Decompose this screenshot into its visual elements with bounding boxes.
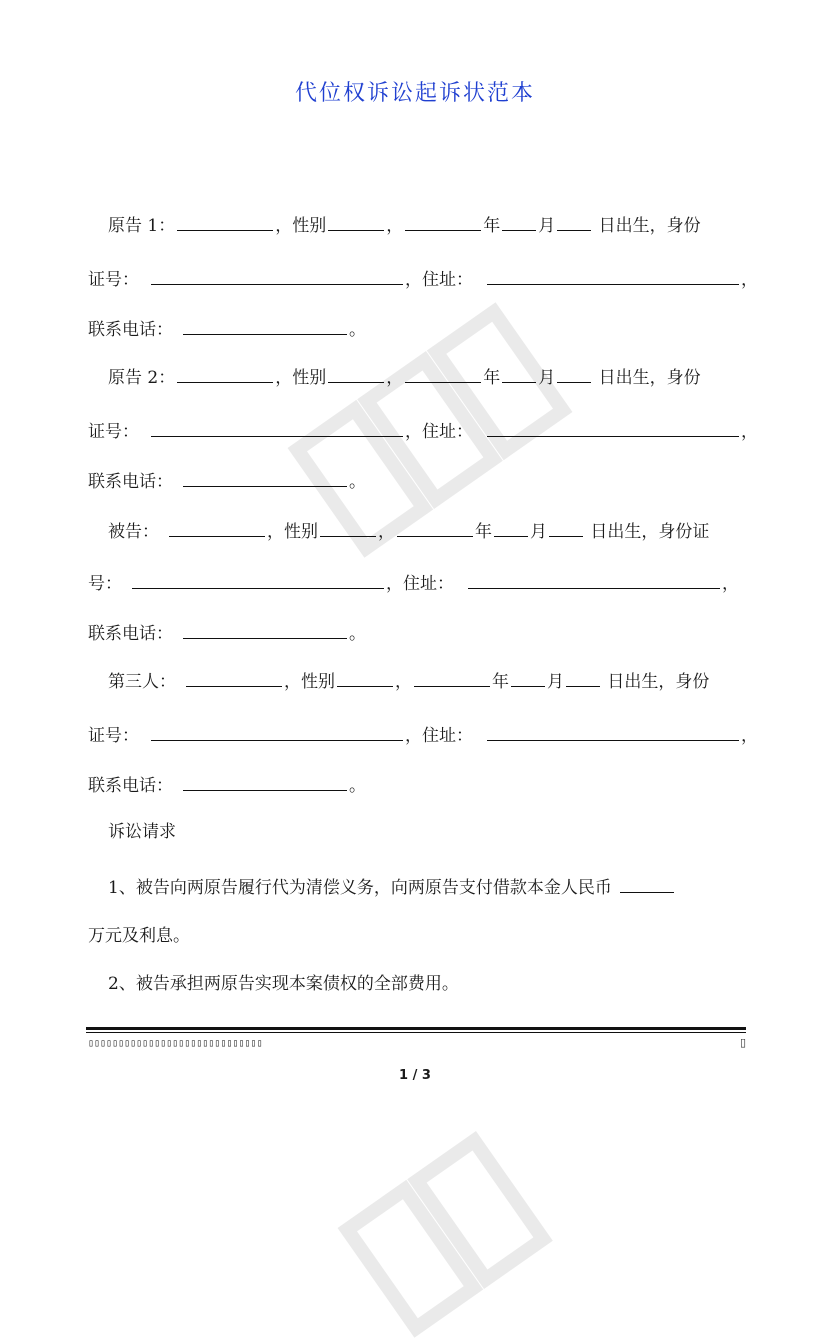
month-label: 月 xyxy=(538,216,556,236)
born-label: 日出生，身份证 xyxy=(585,522,710,542)
gender-blank xyxy=(337,668,393,687)
month-blank xyxy=(494,518,528,537)
plaintiff2-label: 原告 2： xyxy=(108,368,176,388)
id-label: 证号： xyxy=(88,270,139,290)
claim1-text: 1、被告向两原告履行代为清偿义务，向两原告支付借款本金人民币 xyxy=(108,878,612,898)
id-blank xyxy=(132,570,384,589)
address-blank xyxy=(487,266,739,285)
gender-label: ，性别 xyxy=(284,672,335,692)
year-blank xyxy=(405,212,481,231)
id-blank xyxy=(151,418,403,437)
comma: ， xyxy=(741,270,758,290)
third-party-line1 xyxy=(108,668,709,694)
year-label: 年 xyxy=(475,522,492,542)
phone-blank xyxy=(183,468,347,487)
claim1-line1 xyxy=(108,874,676,900)
phone-blank xyxy=(183,620,347,639)
address-label: ，住址： xyxy=(405,726,473,746)
plaintiff1-line2 xyxy=(88,266,758,292)
period: 。 xyxy=(349,472,366,492)
id-blank xyxy=(151,722,403,741)
gender-blank xyxy=(320,518,376,537)
name-blank xyxy=(169,518,265,537)
footer-divider xyxy=(86,1032,746,1033)
comma: ， xyxy=(386,216,404,236)
comma: ， xyxy=(378,522,395,542)
third-party-line2 xyxy=(88,722,758,748)
phone-label: 联系电话： xyxy=(88,320,173,340)
claims-heading: 诉讼请求 xyxy=(108,822,176,842)
plaintiff2-line3 xyxy=(88,468,366,494)
amount-blank xyxy=(620,874,674,893)
claim2: 2、被告承担两原告实现本案债权的全部费用。 xyxy=(108,974,459,994)
gender-blank xyxy=(328,364,384,383)
third-party-line3 xyxy=(88,772,366,798)
watermark-icon xyxy=(330,1080,630,1340)
year-label: 年 xyxy=(492,672,509,692)
month-blank xyxy=(511,668,545,687)
id-label: 证号： xyxy=(88,422,139,442)
period: 。 xyxy=(349,320,366,340)
day-blank xyxy=(557,364,591,383)
name-blank xyxy=(186,668,282,687)
claim1-line2: 万元及利息。 xyxy=(88,926,190,946)
period: 。 xyxy=(349,776,366,796)
plaintiff1-line3 xyxy=(88,316,366,342)
plaintiff2-line1 xyxy=(108,364,701,390)
address-label: ，住址： xyxy=(405,270,473,290)
footer-left-text: ▯▯▯▯▯▯▯▯▯▯▯▯▯▯▯▯▯▯▯▯▯▯▯▯▯▯▯▯▯ xyxy=(88,1038,263,1049)
born-label: 日出生，身份 xyxy=(602,672,710,692)
comma: ， xyxy=(741,726,758,746)
month-blank xyxy=(502,212,536,231)
name-blank xyxy=(177,364,273,383)
gender-label: ，性别 xyxy=(275,368,327,388)
defendant-line3 xyxy=(88,620,366,646)
plaintiff1-line1 xyxy=(108,212,701,238)
day-blank xyxy=(549,518,583,537)
plaintiff2-line2 xyxy=(88,418,758,444)
address-blank xyxy=(487,722,739,741)
born-label: 日出生，身份 xyxy=(593,368,701,388)
gender-label: ，性别 xyxy=(275,216,327,236)
name-blank xyxy=(177,212,273,231)
defendant-line1 xyxy=(108,518,709,544)
month-blank xyxy=(502,364,536,383)
month-label: 月 xyxy=(547,672,564,692)
plaintiff1-label: 原告 1： xyxy=(108,216,176,236)
page-number: 1 / 3 xyxy=(399,1068,431,1083)
day-blank xyxy=(566,668,600,687)
id-blank xyxy=(151,266,403,285)
born-label: 日出生，身份 xyxy=(593,216,701,236)
phone-blank xyxy=(183,772,347,791)
month-label: 月 xyxy=(530,522,547,542)
defendant-line2 xyxy=(88,570,739,596)
address-label: ，住址： xyxy=(405,422,473,442)
id-label: 号： xyxy=(88,574,122,594)
address-label: ，住址： xyxy=(386,574,454,594)
address-blank xyxy=(487,418,739,437)
gender-label: ，性别 xyxy=(267,522,318,542)
comma: ， xyxy=(386,368,404,388)
year-blank xyxy=(397,518,473,537)
defendant-label: 被告： xyxy=(108,522,159,542)
id-label: 证号： xyxy=(88,726,139,746)
phone-label: 联系电话： xyxy=(88,472,173,492)
comma: ， xyxy=(722,574,739,594)
year-blank xyxy=(414,668,490,687)
comma: ， xyxy=(741,422,758,442)
year-label: 年 xyxy=(483,216,501,236)
phone-label: 联系电话： xyxy=(88,776,173,796)
address-blank xyxy=(468,570,720,589)
day-blank xyxy=(557,212,591,231)
year-blank xyxy=(405,364,481,383)
footer-divider xyxy=(86,1027,746,1030)
third-party-label: 第三人： xyxy=(108,672,176,692)
gender-blank xyxy=(328,212,384,231)
comma: ， xyxy=(395,672,412,692)
phone-label: 联系电话： xyxy=(88,624,173,644)
footer-right-text: ▯ xyxy=(740,1036,747,1049)
period: 。 xyxy=(349,624,366,644)
phone-blank xyxy=(183,316,347,335)
document-title: 代位权诉讼起诉状范本 xyxy=(294,81,535,106)
year-label: 年 xyxy=(483,368,501,388)
month-label: 月 xyxy=(538,368,556,388)
